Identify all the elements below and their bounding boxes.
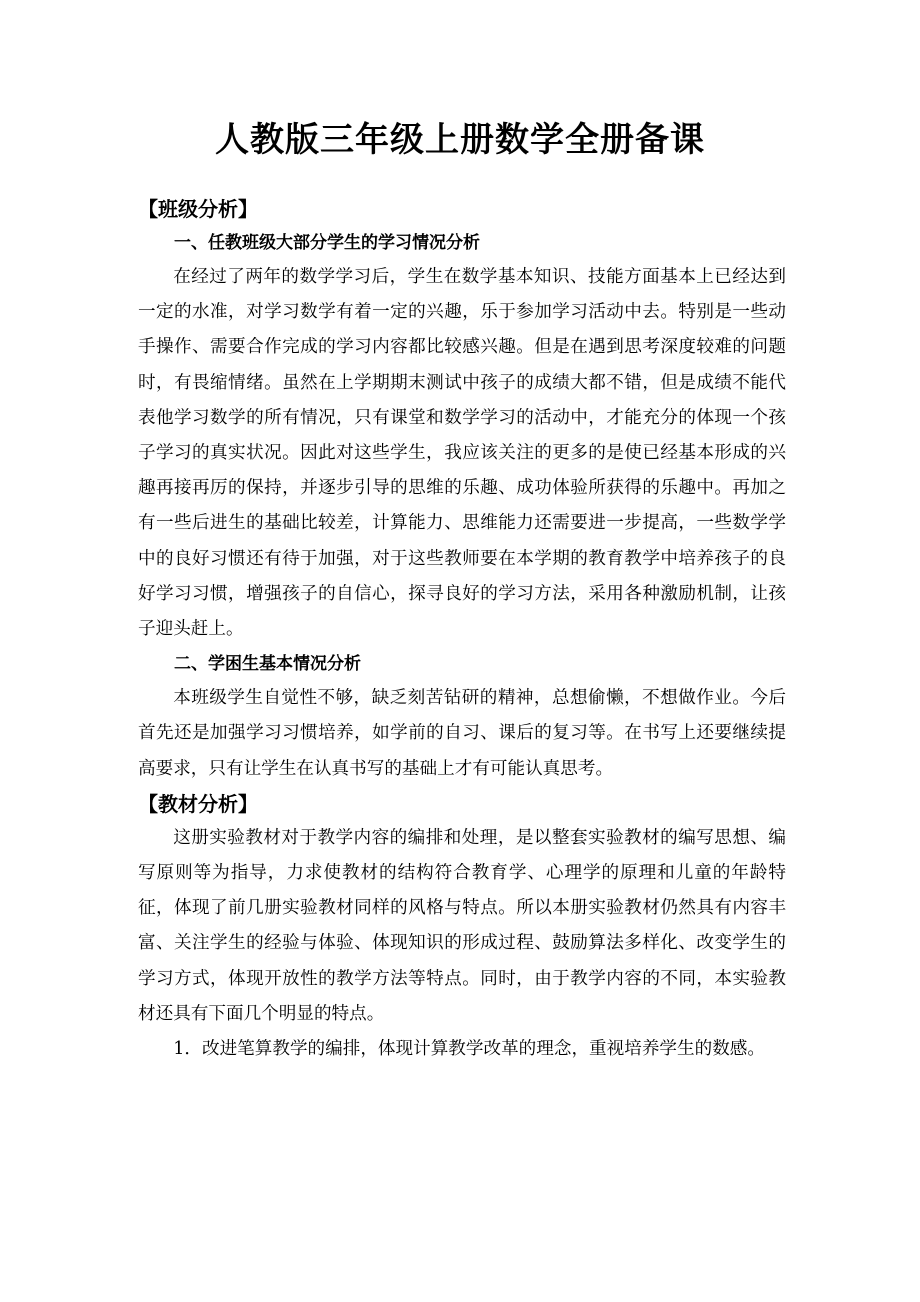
- paragraph-student-analysis: 在经过了两年的数学学习后，学生在数学基本知识、技能方面基本上已经达到一定的水准，对学习数学有着一定的兴趣，乐于参加学习活动中去。特别是一些动手操作、需要合作完成的学习内容都比较感兴趣。但是在遇到思考深度较难的问题时，有畏缩情绪。虽然在上学期期末测试中孩子的成绩大都不错，但是成绩不能代表他学习数学的所有情况，只有课堂和数学学习的活动中，才能充分的体现一个孩子学习的真实状况。因此对这些学生，我应该关注的更多的是使已经基本形成的兴趣再接再厉的保持，并逐步引导的思维的乐趣、成功体验所获得的乐趣中。再加之有一些后进生的基础比较差，计算能力、思维能力还需要进一步提高，一些数学学中的良好习惯还有待于加强，对于这些教师要在本学期的教育教学中培养孩子的良好学习习惯，增强孩子的自信心，探寻良好的学习方法，采用各种激励机制，让孩子迎头赶上。: [138, 267, 786, 640]
- sub-heading-student-analysis: 一、任教班级大部分学生的学习情况分析: [174, 233, 480, 253]
- section-heading-textbook-analysis: 【教材分析】: [138, 791, 258, 816]
- section-heading-class-analysis: 【班级分析】: [138, 197, 258, 221]
- document-title: 人教版三年级上册数学全册备课: [215, 120, 705, 160]
- document-body: [138, 192, 786, 1067]
- sub-heading-struggling-students: 二、学困生基本情况分析: [174, 654, 361, 675]
- paragraph-textbook-analysis: 这册实验教材对于教学内容的编排和处理，是以整套实验教材的编写思想、编写原则等为指导，力求使教材的结构符合教育学、心理学的原理和儿童的年龄特征，体现了前几册实验教材同样的风格与特点。所以本册实验教材仍然具有内容丰富、关注学生的经验与体验、体现知识的形成过程、鼓励算法多样化、改变学生的学习方式，体现开放性的教学方法等特点。同时，由于教学内容的不同，本实验教材还具有下面几个明显的特点。: [138, 827, 786, 1024]
- paragraph-feature-1: 1．改进笔算教学的编排，体现计算教学改革的理念，重视培养学生的数感。: [173, 1039, 765, 1060]
- paragraph-struggling-students: 本班级学生自觉性不够，缺乏刻苦钻研的精神，总想偷懒，不想做作业。今后首先还是加强学习习惯培养，如学前的自习、课后的复习等。在书写上还要继续提高要求，只有让学生在认真书写的基础上才有可能认真思考。: [138, 688, 786, 779]
